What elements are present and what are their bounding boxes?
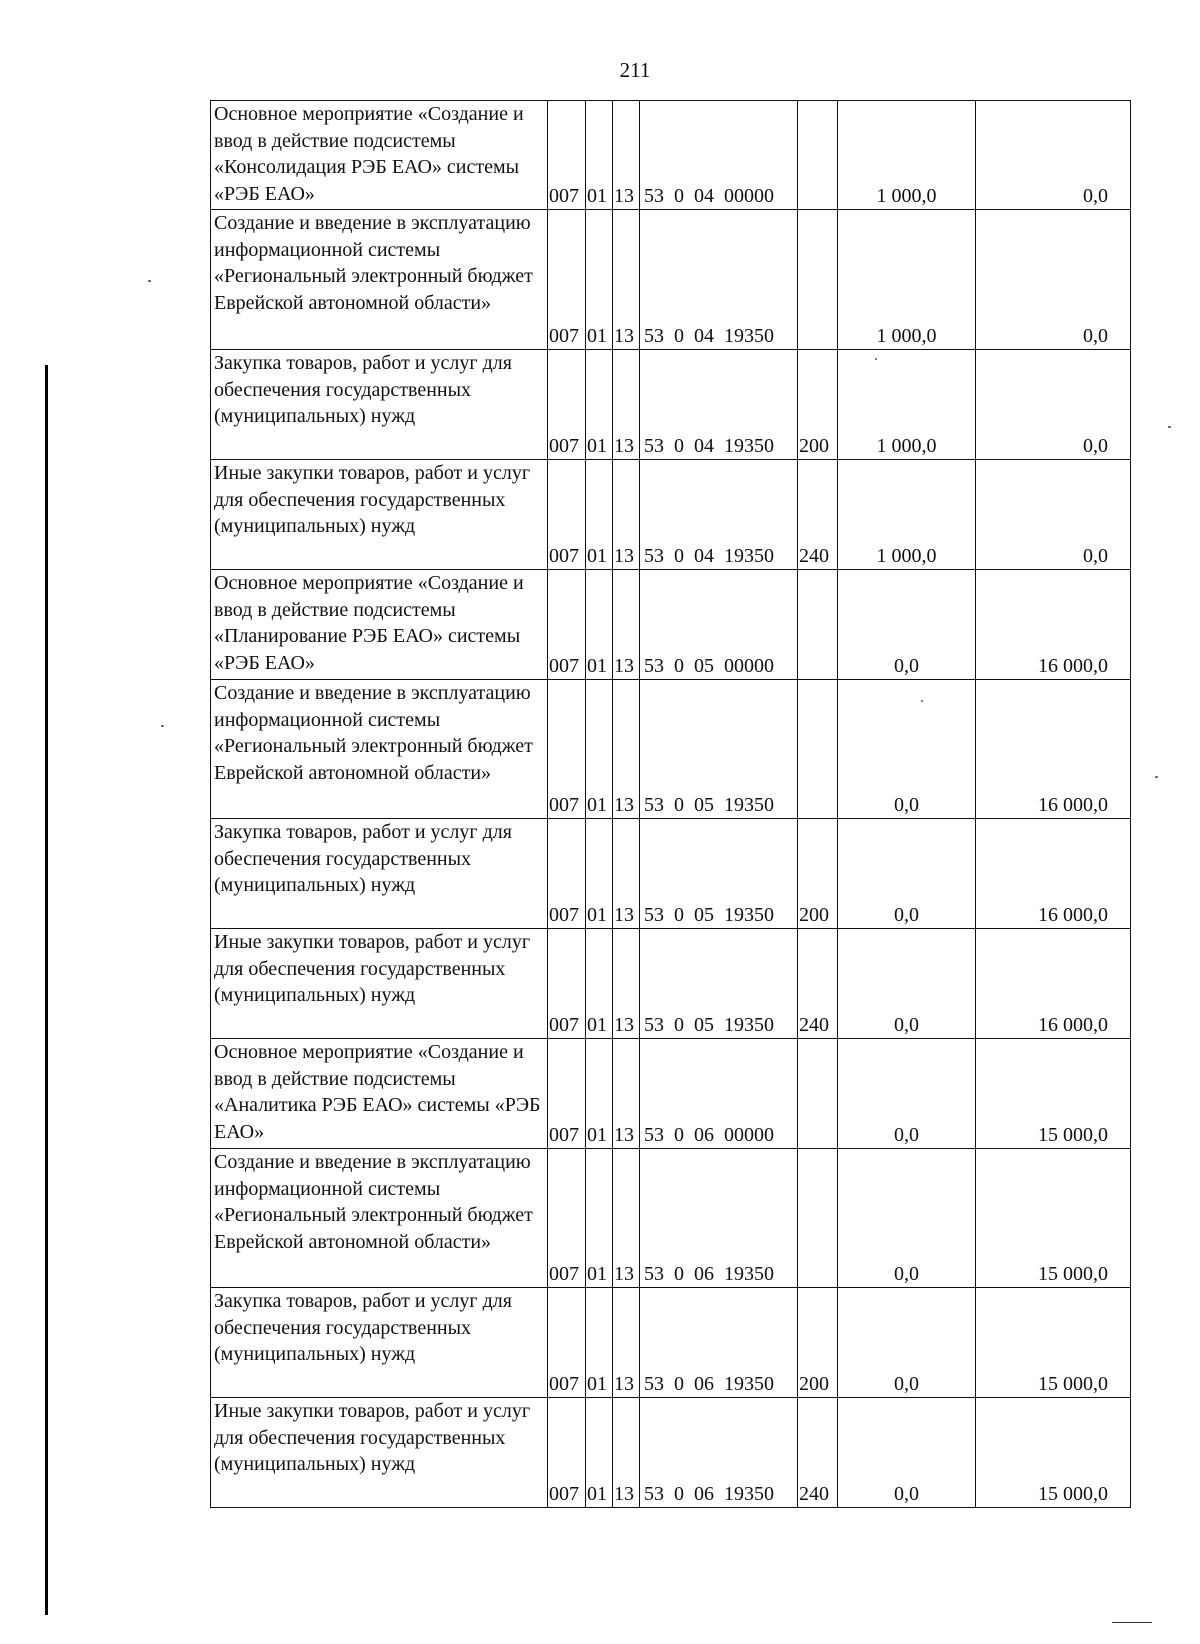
row-name: Закупка товаров, работ и услуг для обеспечения государственных (муниципальных) нужд xyxy=(211,819,548,929)
section-code: 01 xyxy=(586,350,613,460)
expense-type-code xyxy=(798,210,838,350)
section-code: 01 xyxy=(586,680,613,819)
section-code: 01 xyxy=(586,1288,613,1398)
expense-type-code xyxy=(798,1039,838,1149)
table-row xyxy=(211,101,1131,210)
scan-speck xyxy=(161,725,164,727)
row-name: Иные закупки товаров, работ и услуг для обеспечения государственных (муниципальных) нужд xyxy=(211,929,548,1039)
target-article-code: 53 0 04 19350 xyxy=(640,460,798,570)
subsection-code: 13 xyxy=(613,101,640,210)
table-row xyxy=(211,1398,1131,1508)
ministry-code: 007 xyxy=(548,1398,586,1508)
expense-type-code xyxy=(798,101,838,210)
amount-year-2: 16 000,0 xyxy=(976,929,1131,1039)
expense-type-code xyxy=(798,1149,838,1288)
row-name: Закупка товаров, работ и услуг для обеспечения государственных (муниципальных) нужд xyxy=(211,1288,548,1398)
expense-type-code: 200 xyxy=(798,350,838,460)
expense-type-code: 240 xyxy=(798,460,838,570)
amount-year-1: 1 000,0 xyxy=(838,101,976,210)
table-row xyxy=(211,819,1131,929)
ministry-code: 007 xyxy=(548,680,586,819)
ministry-code: 007 xyxy=(548,1149,586,1288)
row-name: Закупка товаров, работ и услуг для обеспечения государственных (муниципальных) нужд xyxy=(211,350,548,460)
amount-year-1: 1 000,0 xyxy=(838,350,976,460)
subsection-code: 13 xyxy=(613,1039,640,1149)
row-name: Иные закупки товаров, работ и услуг для обеспечения государственных (муниципальных) нужд xyxy=(211,1398,548,1508)
table-row xyxy=(211,929,1131,1039)
ministry-code: 007 xyxy=(548,570,586,680)
amount-year-1: 0,0 xyxy=(838,570,976,680)
row-name: Создание и введение в эксплуатацию информационной системы «Региональный электронный бюджет Еврейской автономной области» xyxy=(211,680,548,819)
subsection-code: 13 xyxy=(613,210,640,350)
section-code: 01 xyxy=(586,1398,613,1508)
row-name: Основное мероприятие «Создание и ввод в действие подсистемы «Планирование РЭБ ЕАО» системы «РЭБ ЕАО» xyxy=(211,570,548,680)
table-row xyxy=(211,210,1131,350)
amount-year-2: 15 000,0 xyxy=(976,1288,1131,1398)
section-code: 01 xyxy=(586,819,613,929)
section-code: 01 xyxy=(586,570,613,680)
amount-year-1: 0,0 xyxy=(838,929,976,1039)
section-code: 01 xyxy=(586,1149,613,1288)
table-row xyxy=(211,1149,1131,1288)
subsection-code: 13 xyxy=(613,570,640,680)
row-name: Создание и введение в эксплуатацию информационной системы «Региональный электронный бюджет Еврейской автономной области» xyxy=(211,210,548,350)
expense-type-code: 240 xyxy=(798,929,838,1039)
section-code: 01 xyxy=(586,460,613,570)
amount-year-1: 1 000,0 xyxy=(838,210,976,350)
scan-speck xyxy=(148,280,151,282)
scan-speck xyxy=(1155,776,1158,778)
amount-year-1: 0,0 xyxy=(838,1039,976,1149)
ministry-code: 007 xyxy=(548,460,586,570)
budget-table-body xyxy=(211,101,1131,1508)
expense-type-code: 200 xyxy=(798,819,838,929)
subsection-code: 13 xyxy=(613,819,640,929)
target-article-code: 53 0 05 19350 xyxy=(640,929,798,1039)
corner-mark xyxy=(1112,1622,1152,1623)
amount-year-2: 16 000,0 xyxy=(976,819,1131,929)
table-row xyxy=(211,570,1131,680)
row-name: Иные закупки товаров, работ и услуг для обеспечения государственных (муниципальных) нужд xyxy=(211,460,548,570)
amount-year-2: 0,0 xyxy=(976,350,1131,460)
table-row xyxy=(211,350,1131,460)
section-code: 01 xyxy=(586,929,613,1039)
target-article-code: 53 0 06 00000 xyxy=(640,1039,798,1149)
target-article-code: 53 0 05 19350 xyxy=(640,819,798,929)
amount-year-2: 15 000,0 xyxy=(976,1149,1131,1288)
amount-year-1: 0,0 xyxy=(838,819,976,929)
table-row xyxy=(211,1039,1131,1149)
subsection-code: 13 xyxy=(613,1288,640,1398)
subsection-code: 13 xyxy=(613,929,640,1039)
amount-year-2: 0,0 xyxy=(976,460,1131,570)
expense-type-code xyxy=(798,570,838,680)
amount-year-2: 16 000,0 xyxy=(976,570,1131,680)
row-name: Основное мероприятие «Создание и ввод в действие подсистемы «Аналитика РЭБ ЕАО» системы «РЭБ ЕАО» xyxy=(211,1039,548,1149)
target-article-code: 53 0 05 00000 xyxy=(640,570,798,680)
ministry-code: 007 xyxy=(548,350,586,460)
amount-year-2: 16 000,0 xyxy=(976,680,1131,819)
budget-table xyxy=(210,100,1131,1508)
expense-type-code xyxy=(798,680,838,819)
ministry-code: 007 xyxy=(548,819,586,929)
subsection-code: 13 xyxy=(613,680,640,819)
amount-year-1: 0,0 xyxy=(838,680,976,819)
amount-year-2: 0,0 xyxy=(976,210,1131,350)
row-name: Создание и введение в эксплуатацию информационной системы «Региональный электронный бюджет Еврейской автономной области» xyxy=(211,1149,548,1288)
expense-type-code: 240 xyxy=(798,1398,838,1508)
amount-year-1: 1 000,0 xyxy=(838,460,976,570)
ministry-code: 007 xyxy=(548,1039,586,1149)
expense-type-code: 200 xyxy=(798,1288,838,1398)
subsection-code: 13 xyxy=(613,1398,640,1508)
amount-year-1: 0,0 xyxy=(838,1288,976,1398)
section-code: 01 xyxy=(586,101,613,210)
subsection-code: 13 xyxy=(613,350,640,460)
ministry-code: 007 xyxy=(548,210,586,350)
row-name: Основное мероприятие «Создание и ввод в действие подсистемы «Консолидация РЭБ ЕАО» системы «РЭБ ЕАО» xyxy=(211,101,548,210)
ministry-code: 007 xyxy=(548,929,586,1039)
table-row xyxy=(211,1288,1131,1398)
target-article-code: 53 0 04 19350 xyxy=(640,210,798,350)
scan-speck xyxy=(1168,426,1171,428)
section-code: 01 xyxy=(586,1039,613,1149)
table-row xyxy=(211,460,1131,570)
table-row xyxy=(211,680,1131,819)
amount-year-1: 0,0 xyxy=(838,1149,976,1288)
subsection-code: 13 xyxy=(613,1149,640,1288)
target-article-code: 53 0 05 19350 xyxy=(640,680,798,819)
target-article-code: 53 0 04 19350 xyxy=(640,350,798,460)
subsection-code: 13 xyxy=(613,460,640,570)
amount-year-1: 0,0 xyxy=(838,1398,976,1508)
target-article-code: 53 0 06 19350 xyxy=(640,1149,798,1288)
margin-scan-bar xyxy=(45,365,48,1615)
section-code: 01 xyxy=(586,210,613,350)
page-number: 211 xyxy=(619,58,651,82)
ministry-code: 007 xyxy=(548,101,586,210)
target-article-code: 53 0 06 19350 xyxy=(640,1398,798,1508)
target-article-code: 53 0 06 19350 xyxy=(640,1288,798,1398)
amount-year-2: 15 000,0 xyxy=(976,1398,1131,1508)
ministry-code: 007 xyxy=(548,1288,586,1398)
amount-year-2: 0,0 xyxy=(976,101,1131,210)
amount-year-2: 15 000,0 xyxy=(976,1039,1131,1149)
target-article-code: 53 0 04 00000 xyxy=(640,101,798,210)
